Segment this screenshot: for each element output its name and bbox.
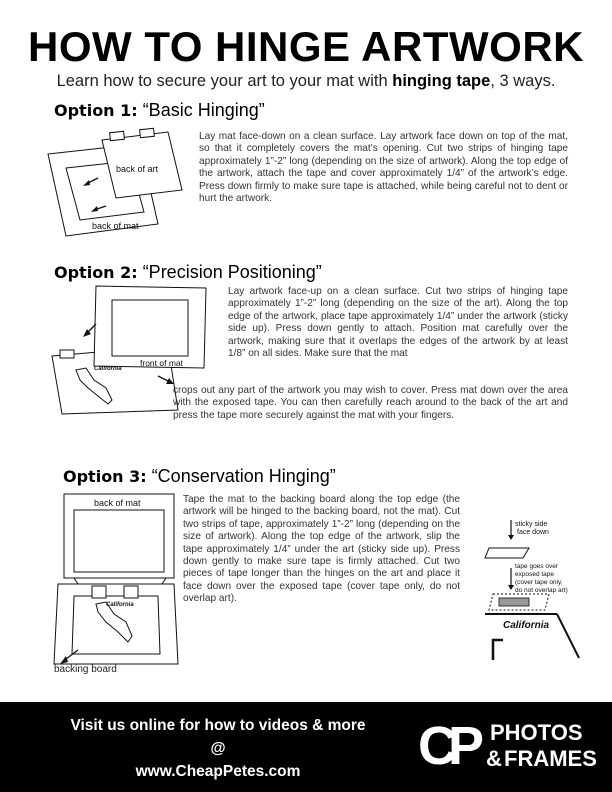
option2-art-label: California [94, 366, 122, 372]
detail-tape-label-line3: (cover tape only, [515, 579, 563, 586]
option3-name: “Conservation Hinging” [151, 466, 336, 486]
footer-promo-line: Visit us online for how to videos & more @ [70, 717, 366, 757]
logo-letter-c: C [418, 716, 457, 776]
footer-website-link[interactable]: www.CheapPetes.com [135, 763, 301, 780]
detail-sticky-label-line2: face down [517, 529, 549, 536]
footer-banner [0, 702, 612, 792]
subtitle-text-start: Learn how to secure your art to your mat with [56, 72, 393, 90]
footer-text [68, 714, 368, 783]
option1-heading [54, 100, 265, 121]
option1-instructions: Lay mat face-down on a clean surface. Lay artwork face down on top of the mat, so that it completely covers the mat’s opening. Cut two strips of hinging tape approximately 1”-2” long (depending on the size of artwork). Along the top edge of the artwork, attach the tape and cover approximately 1/4” of the artwork’s edge. Press down firmly to make sure tape is attached, while being careful not to dent or hurt the artwork. [199, 131, 568, 205]
logo-word-photos: PHOTOS [490, 720, 583, 745]
subtitle-text-end: , 3 ways. [490, 72, 556, 90]
logo-ampersand: & [486, 746, 502, 771]
logo-letter-p: P [448, 716, 485, 776]
detail-art-label: California [503, 620, 550, 631]
option3-heading [63, 466, 336, 487]
option3-instructions: Tape the mat to the backing board along the top edge (the artwork will be hinged to the backing board, not the mat). Cut two strips of tape, approximately 1”-2” long (depending on the size of artwork). Along the top edge of the artwork, slip the tape approximately 1/4” under the art (sticky side up). Press down gently to make sure tape is firmly attached. Cut two pieces of tape longer than the hinges on the art and place it face down over the exposed tape (cover tape only, do not overlap art). [183, 494, 460, 605]
option2-instructions-part1: Lay artwork face-up on a clean surface. Cut two strips of hinging tape approximately 1”-2” long (depending on the size of the art). Along the top edge of the artwork, place tape approximately 1/4” under the artwork (sticky side up). Press down gently to attach. Position mat carefully over the artwork, making sure that it overlaps the edges of the artwork by at least 1/8” on all sides. Make sure that the mat [228, 286, 568, 360]
option2-heading [54, 262, 322, 283]
detail-sticky-label-line1: sticky side [515, 521, 548, 528]
option3-illustration [34, 492, 184, 685]
brand-logo[interactable] [418, 712, 597, 781]
option1-illustration [40, 128, 190, 243]
option1-number: Option 1: [54, 101, 138, 120]
option3-detail-illustration [483, 518, 593, 683]
option2-number: Option 2: [54, 263, 138, 282]
detail-tape-label-line4: do not overlap art) [515, 587, 568, 594]
logo-word-frames: FRAMES [504, 746, 597, 771]
option3-number: Option 3: [63, 467, 147, 486]
option2-name: “Precision Positioning” [142, 262, 322, 282]
detail-tape-label-line1: tape goes over [515, 563, 559, 570]
option1-mat-label: back of mat [92, 221, 139, 231]
option3-art-label: California [106, 602, 134, 608]
option3-mat-label: back of mat [94, 498, 141, 508]
page-title: HOW TO HINGE ARTWORK [28, 23, 584, 70]
detail-tape-label-line2: exposed tape [515, 571, 555, 578]
page-subtitle [0, 72, 612, 91]
option2-mat-label: front of mat [140, 358, 183, 368]
subtitle-emphasis: hinging tape [392, 72, 491, 90]
option3-board-label: backing board [54, 664, 117, 675]
option1-art-label: back of art [116, 164, 159, 174]
option2-instructions-part2: crops out any part of the artwork you may wish to cover. Press mat down over the area with the exposed tape. You can then carefully reach around to the back of the art and press the tape more securely against the mat with your fingers. [173, 385, 568, 421]
option1-name: “Basic Hinging” [142, 100, 265, 120]
